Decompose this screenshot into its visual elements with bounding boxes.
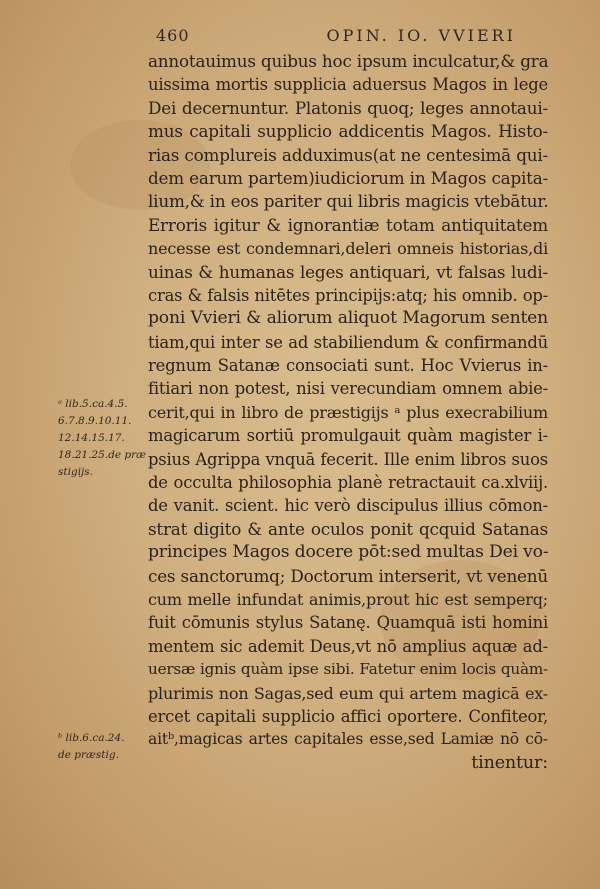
margin-note-line: 6.7.8.9.10.11. [58, 415, 132, 427]
text-line: strat digito & ante oculos ponit qcquid Satanas [148, 518, 548, 539]
text-line: fitiari non potest, nisi verecundiam omnem abie- [148, 379, 548, 399]
text-line: regnum Satanæ consociati sunt. Hoc Vvierus in- [148, 356, 548, 376]
text-line: annotauimus quibus hoc ipsum inculcatur,& gra [148, 51, 549, 71]
margin-note-b [58, 730, 150, 764]
margin-note-line: 12.14.15.17. [58, 432, 125, 444]
text-line-catchword: tinentur: [471, 752, 548, 773]
text-line: tiam,qui inter se ad stabiliendum & confirmandū [148, 332, 548, 352]
text-line: psius Agrippa vnquā fecerit. Ille enim libros suos [148, 449, 548, 469]
text-line: cum melle infundat animis,prout hic est semperq; [148, 589, 548, 609]
text-line: Dei decernuntur. Platonis quoq; leges annotaui- [148, 97, 548, 118]
text-line: cras & falsis nitētes principijs:atq; his omnib. op- [148, 285, 548, 305]
text-line: uinas & humanas leges antiquari, vt falsas ludi- [148, 261, 548, 282]
text-line: Erroris igitur & ignorantiæ totam antiquitatem [148, 214, 548, 235]
text-line: plurimis non Sagas,sed eum qui artem magicā ex- [148, 683, 548, 703]
text-line: de occulta philosophia planè retractauit ca.xlviij. [148, 473, 548, 493]
margin-note-line: stigijs. [58, 466, 94, 478]
text-line: principes Magos docere pōt:sed multas Dei vo- [148, 542, 549, 563]
text-line: ercet capitali supplicio affici oportere. Confiteor, [148, 706, 548, 726]
text-line: mentem sic ademit Deus,vt nō amplius aquæ ad- [148, 636, 548, 656]
text-line: poni Vvieri & aliorum aliquot Magorum senten [148, 308, 548, 329]
margin-note-a [58, 396, 150, 481]
text-line: uersæ ignis quàm ipse sibi. Fatetur enim locis quàm- [148, 660, 548, 679]
text-line: cerit,qui in libro de præstigijs ᵃ plus execrabilium [148, 402, 548, 422]
running-title: OPIN. IO. VVIERI [326, 26, 516, 45]
text-line: rias complureis adduximus(at ne centesimā qui- [148, 144, 548, 165]
text-line: magicarum sortiū promulgauit quàm magister i- [148, 426, 548, 446]
text-line: uissima mortis supplicia aduersus Magos in lege [148, 75, 548, 95]
text-line: necesse est condemnari,deleri omneis historias,di [148, 239, 548, 259]
text-line: aitᵇ,magicas artes capitales esse,sed Lamiæ nō cō- [148, 730, 548, 749]
margin-note-line: ᵃ lib.5.ca.4.5. [58, 398, 128, 410]
margin-note-line: de præstig. [58, 749, 119, 761]
page-number: 460 [156, 26, 190, 45]
margin-note-line: ᵇ lib.6.ca.24. [58, 732, 125, 744]
page-header [156, 26, 516, 45]
margin-note-line: 18.21.25.de præ [58, 449, 146, 461]
text-line: fuit cōmunis stylus Satanę. Quamquā isti homini [148, 613, 548, 633]
text-line: lium,& in eos pariter qui libris magicis vtebātur. [148, 191, 549, 212]
text-line: ces sanctorumq; Doctorum interserit, vt venenū [148, 565, 548, 586]
body-text [148, 50, 548, 775]
text-line: dem earum partem)iudiciorum in Magos capita- [148, 167, 548, 188]
text-line: de vanit. scient. hic verò discipulus illius cōmon- [148, 496, 548, 516]
text-line: mus capitali supplicio addicentis Magos. Histo- [148, 121, 548, 142]
